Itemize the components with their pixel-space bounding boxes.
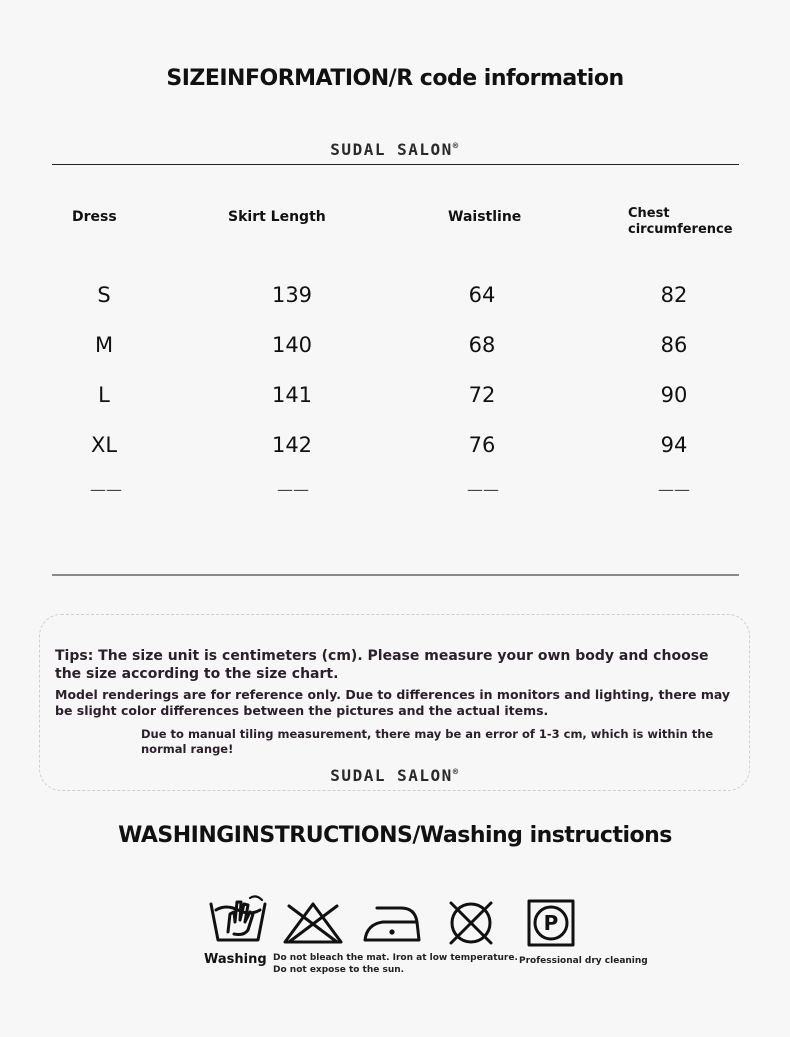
size-cell: L	[98, 383, 110, 407]
hand-wash-icon	[206, 892, 270, 948]
brand-mark: ®	[452, 141, 460, 152]
tip-size-unit: Tips: The size unit is centimeters (cm). Please measure your own body and choose the size according to the size chart.	[55, 648, 709, 682]
chest-cell: 86	[660, 333, 688, 357]
bleach-iron-sun-label: Do not bleach the mat. Iron at low temperature. Do not expose to the sun.	[273, 953, 518, 975]
brand-name: SUDAL SALON	[330, 766, 453, 785]
skirt-cell: 140	[271, 333, 313, 357]
brand-mark: ®	[452, 767, 460, 778]
brand-logo	[0, 140, 790, 159]
empty-cell: ——	[658, 480, 690, 499]
empty-cell: ——	[467, 480, 499, 499]
skirt-cell: 139	[271, 283, 313, 307]
header-waistline: Waistline	[448, 209, 522, 225]
size-cell: XL	[90, 433, 118, 457]
header-chest: Chest circumference	[628, 206, 733, 237]
empty-cell: ——	[90, 480, 122, 499]
iron-low-icon	[361, 900, 423, 946]
washing-title: WASHINGINSTRUCTIONS/Washing instructions	[118, 823, 672, 848]
brand-name: SUDAL SALON	[330, 140, 453, 159]
empty-cell: ——	[277, 480, 309, 499]
size-cell: S	[97, 283, 111, 307]
waist-cell: 64	[468, 283, 496, 307]
tip-color-difference: Model renderings are for reference only. Due to differences in monitors and lighting, there may be slight color differences between the pictures and the actual items.	[55, 687, 731, 718]
chest-cell: 90	[660, 383, 688, 407]
do-not-bleach-icon	[281, 900, 345, 946]
size-title: SIZEINFORMATION/R code information	[166, 66, 624, 91]
dry-cleaning-label: Professional dry cleaning	[519, 956, 648, 966]
brand-logo-bottom	[0, 766, 790, 785]
dry-clean-p-icon	[527, 899, 575, 947]
waist-cell: 76	[468, 433, 496, 457]
size-cell: M	[94, 333, 114, 357]
tip-measurement-error: Due to manual tiling measurement, there may be an error of 1-3 cm, which is within the normal range!	[141, 727, 714, 756]
chest-cell: 94	[660, 433, 688, 457]
bottom-divider	[52, 574, 739, 576]
svg-text:P: P	[543, 911, 559, 935]
washing-label: Washing	[204, 952, 267, 967]
skirt-cell: 142	[271, 433, 313, 457]
skirt-cell: 141	[271, 383, 313, 407]
waist-cell: 72	[468, 383, 496, 407]
header-skirt-length: Skirt Length	[228, 209, 326, 225]
do-not-tumble-dry-icon	[444, 900, 498, 946]
waist-cell: 68	[468, 333, 496, 357]
chest-cell: 82	[660, 283, 688, 307]
header-dress: Dress	[72, 209, 117, 225]
top-divider	[52, 164, 739, 165]
